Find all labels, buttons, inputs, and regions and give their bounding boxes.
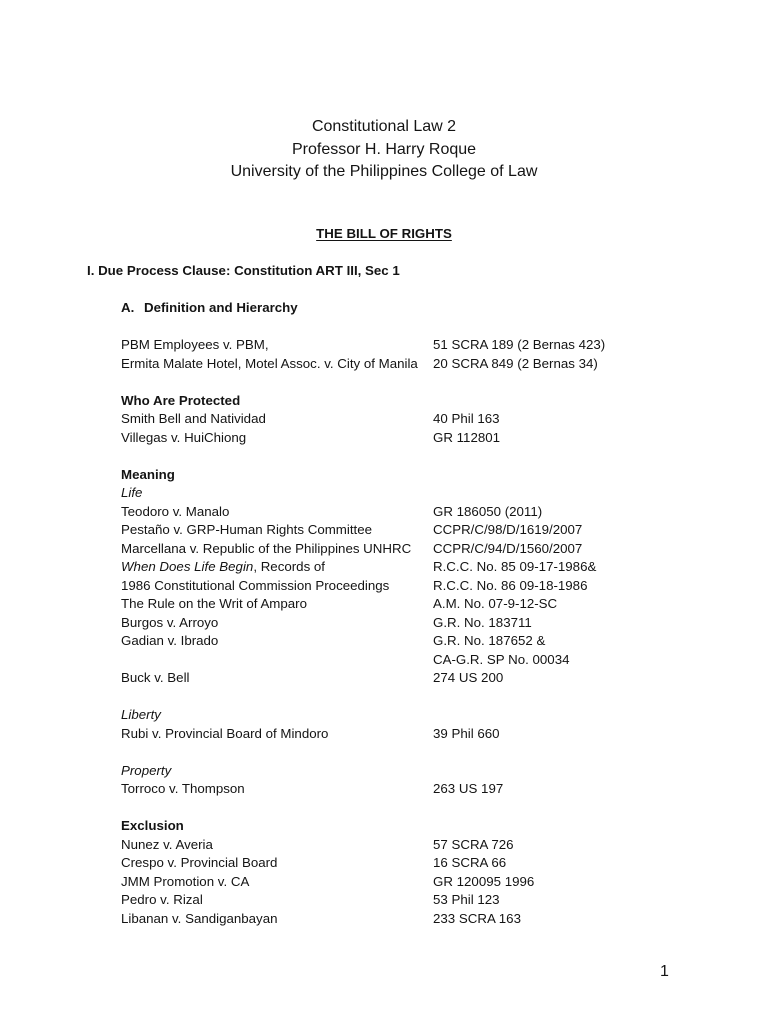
- case-name: Marcellana v. Republic of the Philippines UNHRC: [121, 540, 412, 556]
- subsection-letter: A.: [121, 300, 135, 315]
- case-row: [0, 503, 768, 522]
- case-citation-continuation: CA-G.R. SP No. 00034: [433, 651, 570, 667]
- case-row: [0, 336, 768, 355]
- case-name: Teodoro v. Manalo: [121, 503, 230, 519]
- case-row: [0, 632, 768, 651]
- spacer: [0, 799, 768, 818]
- case-citation: 39 Phil 660: [433, 725, 500, 741]
- case-citation: 57 SCRA 726: [433, 836, 514, 852]
- case-name-italic: When Does Life Begin: [121, 559, 254, 574]
- case-citation: 51 SCRA 189 (2 Bernas 423): [433, 337, 606, 352]
- document-header: [0, 116, 768, 184]
- liberty-heading: Liberty: [121, 707, 161, 722]
- subsection-heading-row: [0, 299, 768, 318]
- case-name: Rubi v. Provincial Board of Mindoro: [121, 725, 329, 741]
- case-row: [0, 780, 768, 799]
- case-name: Smith Bell and Natividad: [121, 411, 266, 426]
- case-citation: R.C.C. No. 86 09-18-1986: [433, 577, 588, 593]
- group-heading-row: [0, 466, 768, 485]
- section-heading: I. Due Process Clause: Constitution ART III, Sec 1: [87, 263, 400, 278]
- subgroup-heading-row: [0, 706, 768, 725]
- case-citation: G.R. No. 183711: [433, 614, 532, 630]
- case-row: [0, 854, 768, 873]
- spacer: [0, 281, 768, 300]
- case-name: The Rule on the Writ of Amparo: [121, 596, 308, 611]
- case-name: PBM Employees v. PBM,: [121, 337, 269, 352]
- case-name: Ermita Malate Hotel, Motel Assoc. v. City of Manila: [121, 355, 418, 371]
- case-citation-continuation-row: [0, 651, 768, 670]
- case-row: [0, 429, 768, 448]
- exclusion-heading: Exclusion: [121, 818, 184, 833]
- case-row: [0, 558, 768, 577]
- meaning-heading: Meaning: [121, 466, 175, 482]
- case-name: Buck v. Bell: [121, 670, 190, 685]
- spacer: [0, 688, 768, 707]
- case-row: [0, 725, 768, 744]
- case-citation: GR 120095 1996: [433, 873, 535, 889]
- case-name: Burgos v. Arroyo: [121, 614, 219, 630]
- document-title-text: THE BILL OF RIGHTS: [316, 226, 452, 241]
- case-row: [0, 521, 768, 540]
- case-citation: 233 SCRA 163: [433, 910, 521, 926]
- case-row: [0, 410, 768, 429]
- case-row: [0, 577, 768, 596]
- document-body: [0, 225, 768, 928]
- spacer: [0, 373, 768, 392]
- case-row: [0, 540, 768, 559]
- case-citation: 16 SCRA 66: [433, 855, 507, 870]
- case-name: Gadian v. Ibrado: [121, 633, 219, 648]
- who-are-protected-heading: Who Are Protected: [121, 392, 241, 408]
- section-heading-row: [0, 262, 768, 281]
- spacer: [0, 244, 768, 263]
- case-row: [0, 595, 768, 614]
- case-citation: A.M. No. 07-9-12-SC: [433, 596, 558, 611]
- case-name: 1986 Constitutional Commission Proceedings: [121, 577, 390, 593]
- case-citation: GR 112801: [433, 429, 501, 445]
- case-name: Pestaño v. GRP-Human Rights Committee: [121, 522, 373, 537]
- group-heading-row: [0, 817, 768, 836]
- case-citation: 263 US 197: [433, 781, 504, 796]
- page-number: 1: [660, 963, 669, 980]
- case-name: [121, 558, 325, 577]
- case-row: [0, 836, 768, 855]
- group-heading-row: [0, 392, 768, 411]
- life-heading: Life: [121, 485, 143, 500]
- case-row: [0, 355, 768, 374]
- course-title: Constitutional Law 2: [311, 118, 457, 135]
- case-citation: G.R. No. 187652 &: [433, 633, 546, 648]
- case-row: [0, 910, 768, 929]
- spacer: [0, 743, 768, 762]
- case-citation: 20 SCRA 849 (2 Bernas 34): [433, 355, 598, 371]
- subgroup-heading-row: [0, 762, 768, 781]
- case-citation: 274 US 200: [433, 670, 504, 685]
- case-row: [0, 669, 768, 688]
- case-citation: 40 Phil 163: [433, 411, 500, 426]
- document-title: [0, 225, 768, 244]
- subsection-heading: Definition and Hierarchy: [144, 300, 298, 315]
- spacer: [0, 447, 768, 466]
- case-citation: GR 186050 (2011): [433, 503, 543, 519]
- subgroup-heading-row: [0, 484, 768, 503]
- case-citation: CCPR/C/94/D/1560/2007: [433, 540, 583, 556]
- case-name: Libanan v. Sandiganbayan: [121, 910, 278, 926]
- case-name: Pedro v. Rizal: [121, 892, 203, 907]
- case-name: Villegas v. HuiChiong: [121, 429, 247, 445]
- case-name: Nunez v. Averia: [121, 836, 213, 852]
- case-citation: 53 Phil 123: [433, 892, 500, 907]
- spacer: [0, 318, 768, 337]
- case-citation: CCPR/C/98/D/1619/2007: [433, 522, 583, 537]
- case-name: Crespo v. Provincial Board: [121, 855, 278, 870]
- case-row: [0, 614, 768, 633]
- professor-name: Professor H. Harry Roque: [291, 140, 477, 158]
- case-name-rest: , Records of: [253, 559, 325, 574]
- case-citation: R.C.C. No. 85 09-17-1986&: [433, 559, 597, 574]
- case-row: [0, 891, 768, 910]
- case-name: JMM Promotion v. CA: [121, 873, 250, 889]
- case-name: Torroco v. Thompson: [121, 781, 245, 796]
- case-row: [0, 873, 768, 892]
- school-name: University of the Philippines College of Law: [230, 163, 538, 180]
- property-heading: Property: [121, 762, 172, 778]
